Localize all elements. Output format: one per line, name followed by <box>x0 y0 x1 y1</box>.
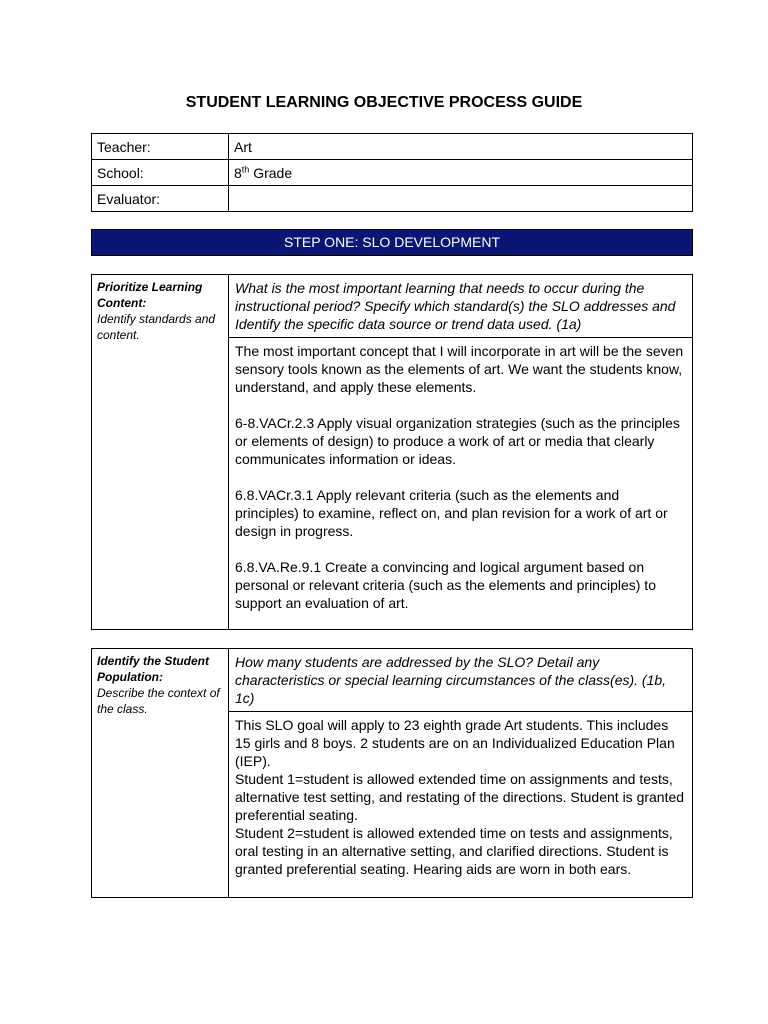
answer-paragraph: 6-8.VACr.2.3 Apply visual organization strategies (such as the principles or elements of design) to produce a work of art or media that clearly communicates information or ideas. <box>235 415 680 467</box>
student-population-section <box>91 648 693 898</box>
section-subtext: Describe the context of the class. <box>97 686 220 716</box>
teacher-label: Teacher: <box>92 134 229 160</box>
school-value-text: Grade <box>249 164 293 181</box>
section-answer <box>229 338 693 630</box>
teacher-row <box>92 134 693 160</box>
school-label: School: <box>92 160 229 186</box>
answer-line: This SLO goal will apply to 23 eighth grade Art students. This includes 15 girls and 8 boys. 2 students are on an Individualized Education Plan (IEP). <box>235 717 675 769</box>
answer-line: Student 1=student is allowed extended time on assignments and tests, alternative test setting, and restating of the directions. Student is granted preferential seating. <box>235 771 685 823</box>
section-heading: Identify the Student Population: <box>97 654 209 684</box>
answer-line: Student 2=student is allowed extended time on tests and assignments, oral testing in an alternative setting, and clarified directions. Student is granted preferential seating. Hearing aids are worn in both ears. <box>235 825 673 877</box>
school-value-number: 8 <box>234 164 242 181</box>
section-question: How many students are addressed by the SLO? Detail any characteristics or special learning circumstances of the class(es). (1b, 1c) <box>229 649 693 712</box>
answer-paragraph: 6.8.VA.Re.9.1 Create a convincing and logical argument based on personal or relevant criteria (such as the elements and principles) to support an evaluation of art. <box>235 559 656 611</box>
section-sidebar <box>92 275 229 630</box>
school-value-suffix: th <box>241 163 250 174</box>
section-question: What is the most important learning that needs to occur during the instructional period? Specify which standard(s) the SLO addresses and Identify the specific data source or trend data used. (1a) <box>229 275 693 338</box>
school-row <box>92 160 693 186</box>
page-title: STUDENT LEARNING OBJECTIVE PROCESS GUIDE <box>185 94 583 111</box>
section-answer <box>229 712 693 898</box>
prioritize-learning-section <box>91 274 693 630</box>
evaluator-value <box>229 186 693 212</box>
evaluator-label: Evaluator: <box>92 186 229 212</box>
school-value <box>229 160 693 186</box>
section-sidebar <box>92 649 229 898</box>
teacher-info-table <box>91 133 693 212</box>
step-one-banner: STEP ONE: SLO DEVELOPMENT <box>91 229 693 256</box>
teacher-value: Art <box>229 134 693 160</box>
answer-paragraph: The most important concept that I will incorporate in art will be the seven sensory tools known as the elements of art. We want the students know, understand, and apply these elements. <box>235 343 684 395</box>
evaluator-row <box>92 186 693 212</box>
answer-paragraph: 6.8.VACr.3.1 Apply relevant criteria (such as the elements and principles) to examine, reflect on, and plan revision for a work of art or design in progress. <box>235 487 668 539</box>
section-subtext: Identify standards and content. <box>97 312 216 342</box>
section-heading: Prioritize Learning Content: <box>97 280 203 310</box>
